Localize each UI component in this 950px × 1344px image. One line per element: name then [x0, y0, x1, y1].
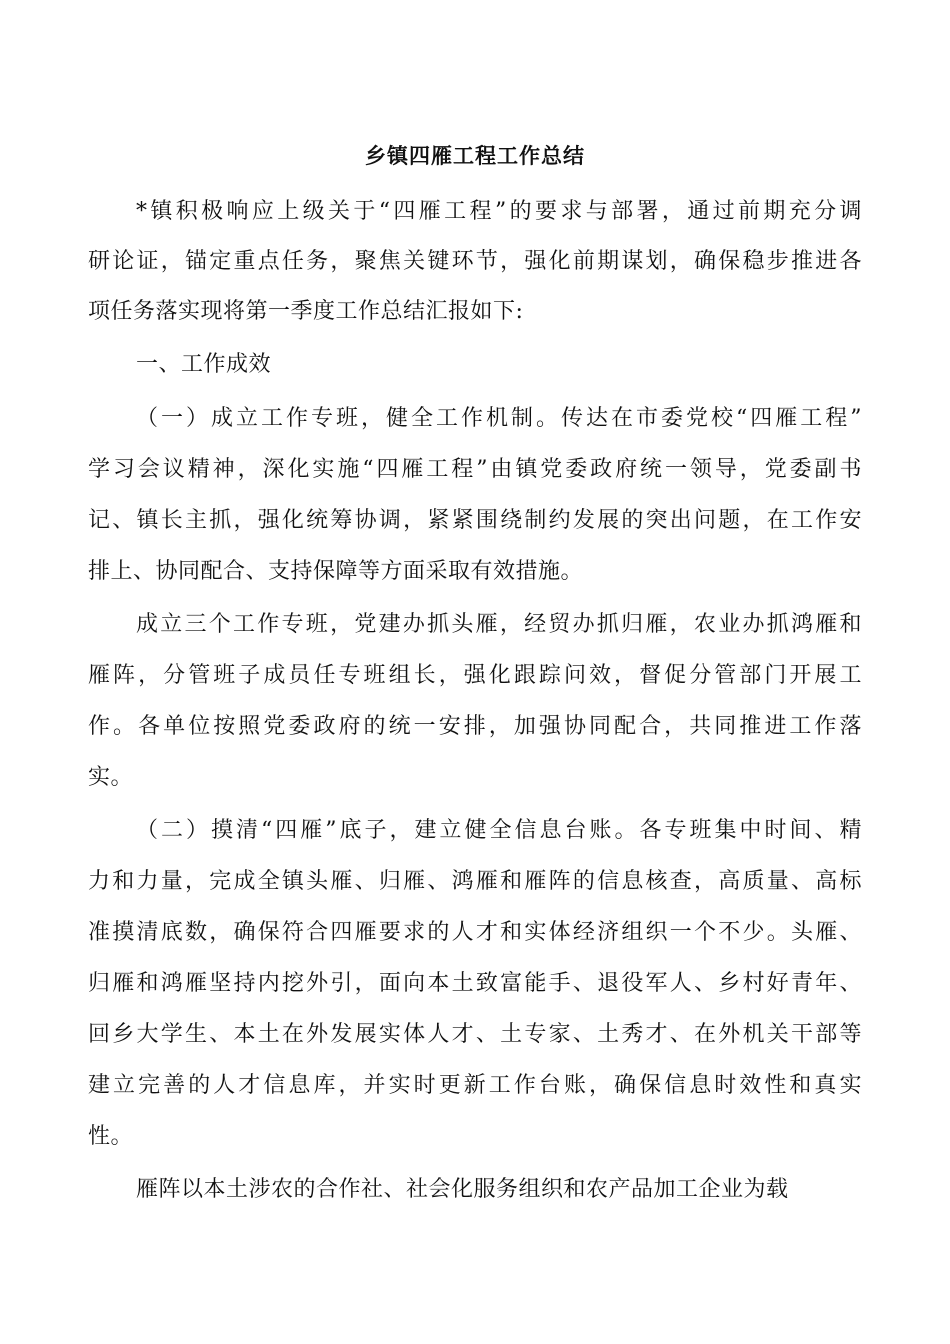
- paragraph-line: 回乡大学生、本土在外发展实体人才、土专家、土秀才、在外机关干部等: [88, 1022, 862, 1047]
- paragraph-line: 实。: [88, 765, 134, 790]
- paragraph-line: 雁阵以本土涉农的合作社、社会化服务组织和农产品加工企业为载: [136, 1177, 789, 1202]
- paragraph-line: 研论证，锚定重点任务，聚焦关键环节，强化前期谋划，确保稳步推进各: [88, 249, 862, 274]
- paragraph-line: 项任务落实现将第一季度工作总结汇报如下:: [88, 299, 524, 324]
- section-heading: 一、工作成效: [136, 352, 272, 377]
- paragraph-line: 学习会议精神，深化实施“四雁工程”由镇党委政府统一领导，党委副书: [88, 457, 862, 482]
- paragraph-line: 作。各单位按照党委政府的统一安排，加强协同配合，共同推进工作落: [88, 714, 862, 739]
- paragraph-line: 归雁和鸿雁坚持内挖外引，面向本土致富能手、退役军人、乡村好青年、: [88, 971, 862, 996]
- paragraph-line: 记、镇长主抓，强化统筹协调，紧紧围绕制约发展的突出问题，在工作安: [88, 508, 862, 533]
- document-title: 乡镇四雁工程工作总结: [365, 143, 585, 168]
- paragraph-line: 雁阵，分管班子成员任专班组长，强化跟踪问效，督促分管部门开展工: [88, 663, 862, 688]
- paragraph-line: 成立三个工作专班，党建办抓头雁，经贸办抓归雁，农业办抓鸿雁和: [136, 612, 862, 637]
- paragraph-line: （一）成立工作专班，健全工作机制。传达在市委党校“四雁工程”: [136, 406, 862, 431]
- paragraph-line: （二）摸清“四雁”底子，建立健全信息台账。各专班集中时间、精: [136, 818, 862, 843]
- paragraph-line: 建立完善的人才信息库，并实时更新工作台账，确保信息时效性和真实: [88, 1073, 862, 1098]
- paragraph-line: 准摸清底数，确保符合四雁要求的人才和实体经济组织一个不少。头雁、: [88, 920, 862, 945]
- paragraph-line: 排上、协同配合、支持保障等方面采取有效措施。: [88, 559, 584, 584]
- paragraph-line: *镇积极响应上级关于“四雁工程”的要求与部署，通过前期充分调: [136, 199, 862, 224]
- paragraph-line: 力和力量，完成全镇头雁、归雁、鸿雁和雁阵的信息核查，高质量、高标: [88, 869, 862, 894]
- paragraph-line: 性。: [88, 1124, 134, 1149]
